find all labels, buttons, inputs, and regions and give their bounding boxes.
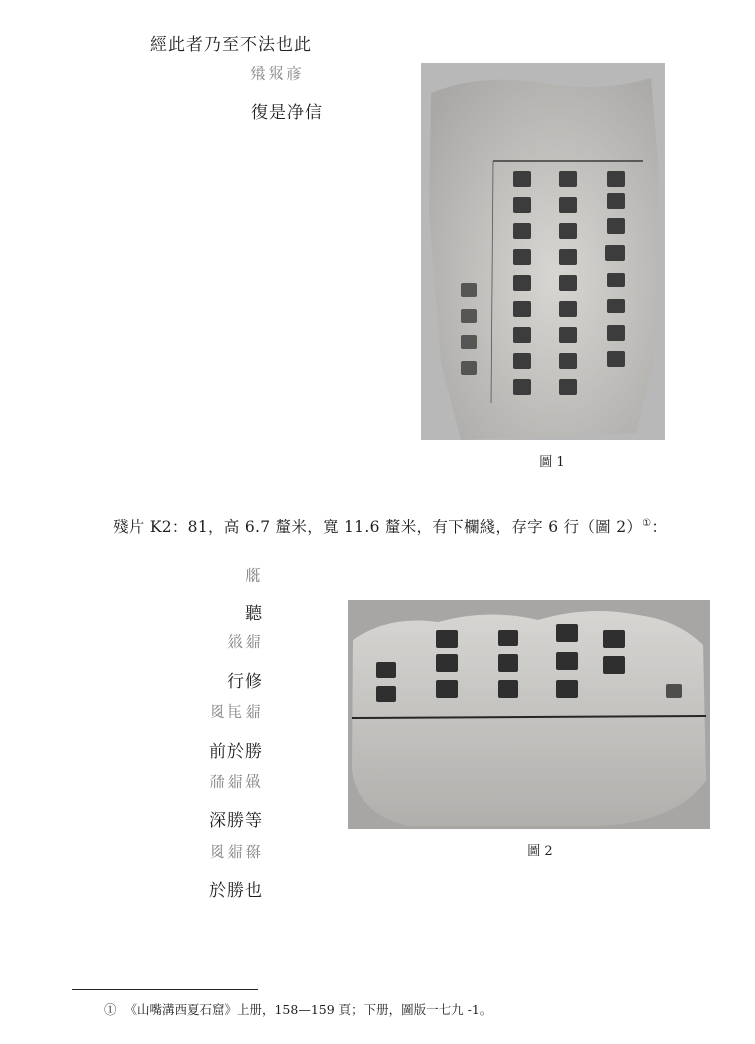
tangut-line-2: 𗅋 [244,566,263,585]
tangut-line-4: 𘉋𗹭𗤋 [208,702,263,721]
footnote [104,1000,492,1018]
transcription-line-2: 復是净信 [251,103,323,123]
fragment-description [113,515,667,537]
manuscript-fragment-2-image [348,600,710,829]
footnote-rule [72,989,258,990]
footnote-mark: ① [104,1002,117,1017]
footnote-text: 《山嘴溝西夏石窟》上册，158—159 頁；下册，圖版一七九 -1。 [124,1002,493,1017]
transcription-line-1: 經此者乃至不法也此 [150,35,312,55]
figure-2-photo [348,600,710,829]
manuscript-fragment-1-image [421,63,665,440]
transcription-line-3: 聽 [245,604,263,624]
tangut-line-3: 𗤻𗤋 [226,632,263,651]
transcription-line-7: 於勝也 [209,881,263,901]
fragment-description-tail: ： [651,518,668,536]
figure-1-caption: 圖 1 [539,455,565,470]
footnote-reference: ① [642,517,652,529]
tangut-line-1: 𗋽𗊛𗇋 [250,64,305,83]
fragment-description-text: 殘片 K2：81，高 6.7 釐米，寬 11.6 釐米，有下欄綫，存字 6 行（圖 2） [113,518,643,536]
figure-2-caption: 圖 2 [527,844,553,859]
transcription-line-5: 前於勝 [209,742,263,762]
transcription-line-4: 行修 [227,672,263,692]
tangut-line-5: 𗗙𗤋𗏣 [208,772,263,791]
figure-1-photo [421,63,665,440]
tangut-line-6: 𘉋𗤋𗱈 [208,842,263,861]
transcription-line-6: 深勝等 [209,811,263,831]
